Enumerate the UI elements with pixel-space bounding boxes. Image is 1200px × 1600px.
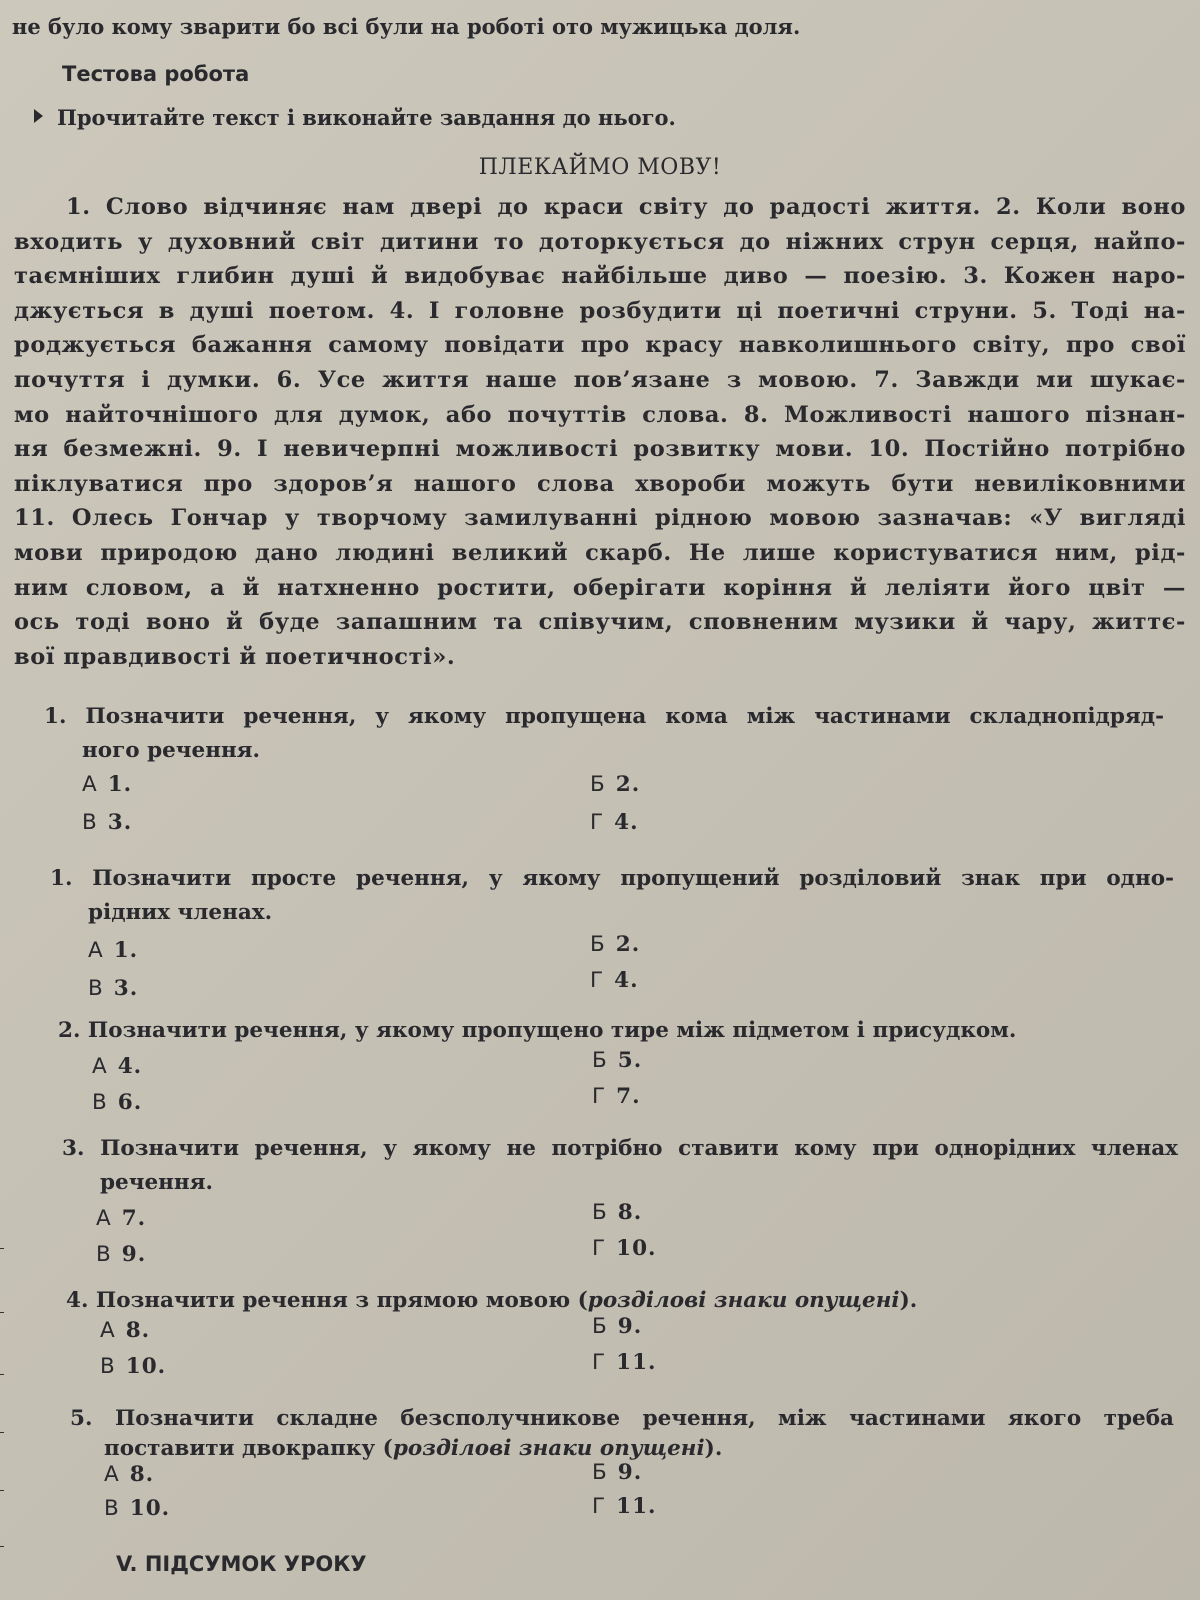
option-value: 8. xyxy=(125,1318,151,1343)
passage-line: почуття і думки. 6. Усе життя наше пов’язане з мовою. 7. Завжди ми шукає- xyxy=(14,366,1186,393)
option-letter: Г xyxy=(592,1084,607,1109)
option-letter: А xyxy=(82,772,98,797)
answer-option[interactable] xyxy=(592,1200,642,1225)
passage-line: входить у духовний світ дитини то доторкується до ніжних струн серця, найпо- xyxy=(14,228,1186,255)
option-letter: Б xyxy=(590,772,606,797)
answer-option[interactable] xyxy=(100,1354,166,1379)
question-3 xyxy=(58,1014,1138,1048)
answer-option[interactable] xyxy=(590,932,640,957)
instruction-text: Прочитайте текст і виконайте завдання до нього. xyxy=(57,105,676,130)
option-letter: В xyxy=(92,1090,108,1115)
answer-option[interactable] xyxy=(590,810,639,835)
option-value: 9. xyxy=(121,1242,147,1267)
question-text-end: ). xyxy=(899,1288,918,1313)
margin-mark xyxy=(0,1248,4,1249)
option-letter: Б xyxy=(592,1048,608,1073)
passage-line: роджується бажання самому повідати про красу навколишнього світу, про свої xyxy=(14,332,1186,359)
option-value: 10. xyxy=(125,1354,167,1379)
answer-option[interactable] xyxy=(104,1462,154,1487)
passage-line: мо найточнішого для думок, або почуттів слова. 8. Можливості нашого пізнан- xyxy=(14,401,1186,428)
question-text: 5. Позначити складне безсполучникове речення, між частинами якого треба xyxy=(70,1406,1174,1431)
answer-option[interactable] xyxy=(592,1460,642,1485)
option-letter: В xyxy=(96,1242,112,1267)
option-value: 4. xyxy=(117,1054,143,1079)
passage-line: піклуватися про здоров’я нашого слова хвороби можуть бути невиліковними xyxy=(14,470,1186,497)
option-letter: Г xyxy=(590,810,605,835)
option-value: 9. xyxy=(617,1314,643,1339)
passage-line: ня безмежні. 9. І невичерпні можливості розвитку мови. 10. Постійно потрібно xyxy=(14,436,1186,463)
option-letter: В xyxy=(88,976,104,1001)
answer-option[interactable] xyxy=(592,1084,641,1109)
question-note-italic: розділові знаки опущені xyxy=(587,1288,900,1313)
answer-option[interactable] xyxy=(592,1350,657,1375)
margin-mark xyxy=(0,1546,4,1547)
question-text-start: поставити двокрапку ( xyxy=(104,1436,393,1461)
option-letter: А xyxy=(96,1206,112,1231)
option-value: 2. xyxy=(615,932,641,957)
answer-option[interactable] xyxy=(88,976,138,1001)
answer-option[interactable] xyxy=(82,810,132,835)
option-letter: Б xyxy=(592,1460,608,1485)
option-letter: Г xyxy=(592,1236,607,1261)
option-value: 7. xyxy=(616,1084,641,1109)
answer-option[interactable] xyxy=(592,1314,642,1339)
option-value: 10. xyxy=(616,1236,657,1261)
section-heading-test: Тестова робота xyxy=(62,62,250,86)
question-text: рідних членах. xyxy=(88,900,273,925)
answer-option[interactable] xyxy=(88,938,138,963)
option-letter: В xyxy=(100,1354,116,1379)
question-5 xyxy=(66,1284,1166,1318)
option-value: 8. xyxy=(617,1200,643,1225)
option-value: 1. xyxy=(107,772,133,797)
passage-line: джується в душі поетом. 4. І головне розбудити ці поетичні струни. 5. Тоді на- xyxy=(14,297,1186,324)
question-4 xyxy=(62,1132,1178,1200)
answer-option[interactable] xyxy=(592,1236,657,1261)
question-text-start: 4. Позначити речення з прямою мовою ( xyxy=(66,1288,588,1313)
option-letter: А xyxy=(88,938,104,963)
passage-line: ось тоді воно й буде запашним та співучим, сповненим музики й чару, життє- xyxy=(14,609,1186,636)
answer-option[interactable] xyxy=(100,1318,150,1343)
answer-option[interactable] xyxy=(590,772,640,797)
passage-line: вої правдивості й поетичності». xyxy=(14,643,456,670)
passage-line: ним словом, а й натхненно ростити, оберігати коріння й леліяти його цвіт — xyxy=(14,574,1186,601)
option-letter: А xyxy=(92,1054,108,1079)
option-value: 2. xyxy=(615,772,641,797)
passage-line: таємніших глибин душі й видобуває найбільше диво — поезію. 3. Кожен наро- xyxy=(14,263,1186,290)
option-letter: Г xyxy=(592,1350,607,1375)
option-letter: В xyxy=(82,810,98,835)
option-value: 8. xyxy=(129,1462,155,1487)
previous-text-line: не було кому зварити бо всі були на роботі ото мужицька доля. xyxy=(12,14,801,39)
question-6 xyxy=(70,1404,1174,1464)
text-title: ПЛЕКАЙМО МОВУ! xyxy=(478,155,722,180)
answer-option[interactable] xyxy=(590,968,639,993)
passage-line: 1. Слово відчиняє нам двері до краси світу до радості життя. 2. Коли воно xyxy=(66,194,1186,220)
option-letter: Г xyxy=(590,968,605,993)
question-text-end: ). xyxy=(704,1436,723,1461)
question-text xyxy=(66,1284,1166,1318)
option-value: 9. xyxy=(617,1460,643,1485)
answer-option[interactable] xyxy=(92,1054,142,1079)
option-value: 5. xyxy=(617,1048,643,1073)
option-value: 11. xyxy=(616,1350,657,1375)
question-note-italic: розділові знаки опущені xyxy=(392,1436,705,1461)
option-letter: Б xyxy=(590,932,606,957)
margin-mark xyxy=(0,1374,4,1375)
option-value: 1. xyxy=(113,938,139,963)
reading-passage xyxy=(14,190,1186,674)
answer-option[interactable] xyxy=(592,1048,642,1073)
answer-option[interactable] xyxy=(104,1496,170,1521)
option-letter: В xyxy=(104,1496,120,1521)
option-value: 7. xyxy=(121,1206,147,1231)
answer-option[interactable] xyxy=(92,1090,142,1115)
section-heading-summary: V. ПІДСУМОК УРОКУ xyxy=(116,1552,367,1576)
question-text: 1. Позначити просте речення, у якому пропущений розділовий знак при одно- xyxy=(50,866,1174,891)
option-letter: Б xyxy=(592,1200,608,1225)
question-text: 2. Позначити речення, у якому пропущено тире між підметом і присудком. xyxy=(58,1018,1017,1043)
passage-line: мови природою дано людині великий скарб. Не лише користуватися ним, рід- xyxy=(14,539,1186,566)
answer-option[interactable] xyxy=(96,1206,146,1231)
answer-option[interactable] xyxy=(96,1242,146,1267)
option-value: 10. xyxy=(129,1496,171,1521)
answer-option[interactable] xyxy=(82,772,132,797)
question-text: речення. xyxy=(100,1170,213,1195)
answer-option[interactable] xyxy=(592,1494,657,1519)
question-2 xyxy=(50,862,1174,930)
instruction xyxy=(34,105,676,130)
option-value: 4. xyxy=(614,968,639,993)
triangle-bullet-icon xyxy=(34,109,43,123)
option-value: 3. xyxy=(113,976,139,1001)
option-letter: Б xyxy=(592,1314,608,1339)
option-value: 11. xyxy=(616,1494,657,1519)
option-value: 3. xyxy=(107,810,133,835)
margin-mark xyxy=(0,1432,4,1433)
margin-mark xyxy=(0,1490,4,1491)
question-1 xyxy=(44,700,1164,768)
question-text: ного речення. xyxy=(82,738,261,763)
question-text: 1. Позначити речення, у якому пропущена кома між частинами складнопідряд- xyxy=(44,704,1164,729)
option-letter: А xyxy=(104,1462,120,1487)
question-text: 3. Позначити речення, у якому не потрібно ставити кому при однорідних членах xyxy=(62,1136,1178,1161)
option-value: 4. xyxy=(614,810,639,835)
option-value: 6. xyxy=(117,1090,143,1115)
option-letter: А xyxy=(100,1318,116,1343)
option-letter: Г xyxy=(592,1494,607,1519)
margin-mark xyxy=(0,1312,4,1313)
passage-line: 11. Олесь Гончар у творчому замилуванні рідною мовою зазначав: «У вигляді xyxy=(14,505,1186,532)
